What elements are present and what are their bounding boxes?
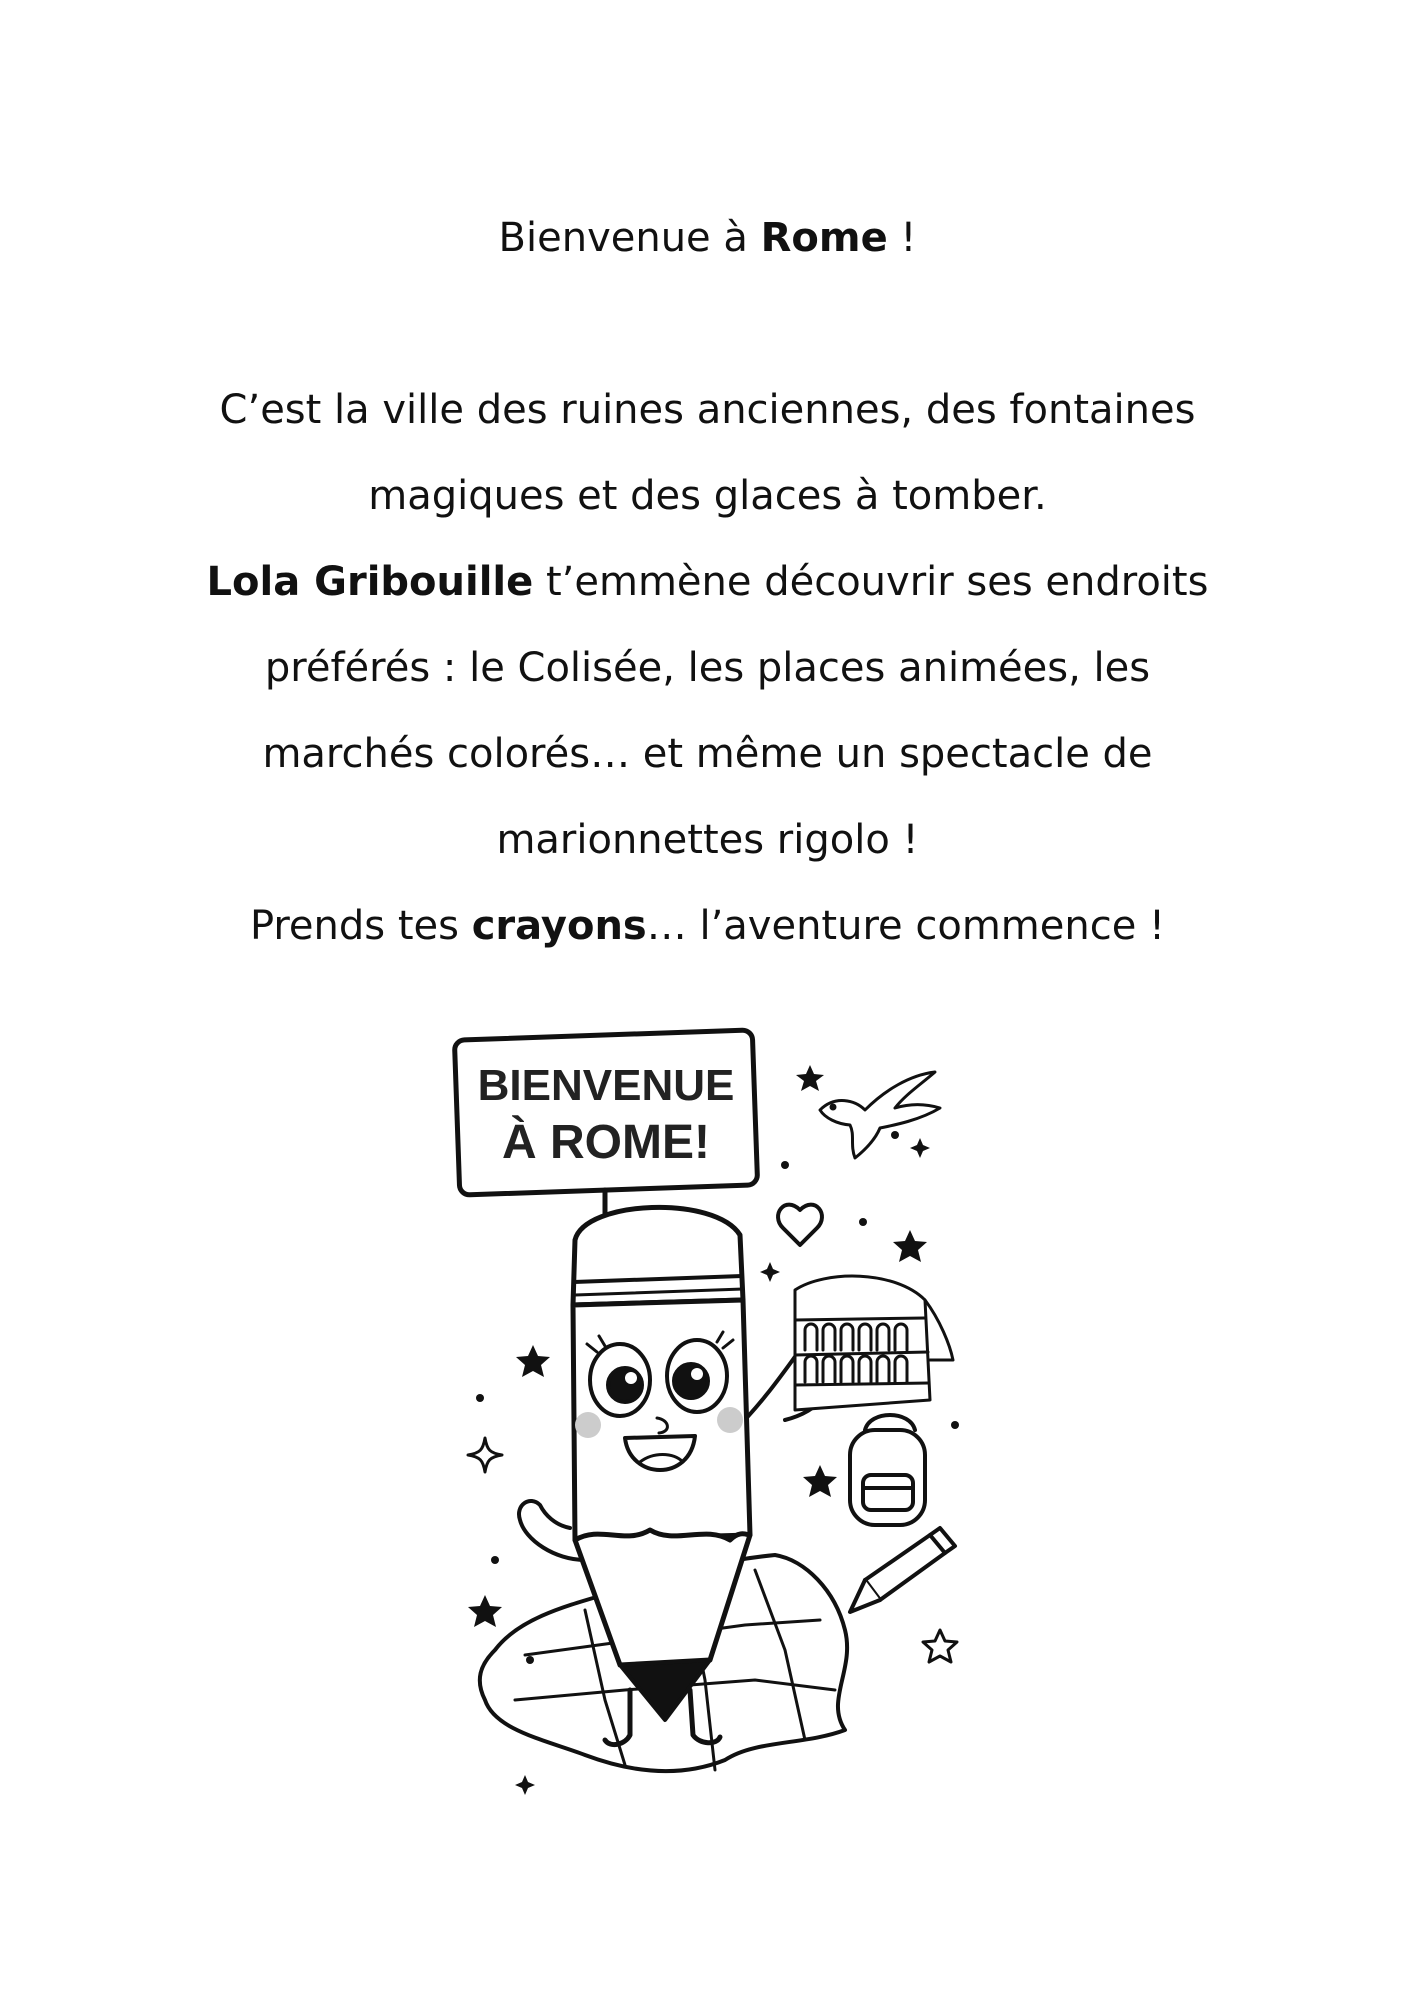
sign-line-1: BIENVENUE [477, 1061, 735, 1110]
outline-star-icon [923, 1630, 957, 1662]
title-exclamation: ! [887, 215, 917, 261]
paragraph-line-7-start: Prends tes [249, 903, 472, 949]
title-city: Rome [760, 215, 888, 261]
colosseum-icon [795, 1276, 953, 1410]
sign-line-2: À ROME! [502, 1116, 710, 1169]
sparkle-icon [468, 1438, 502, 1472]
paragraph-line-1: C’est la ville des ruines anciennes, des fontaines [219, 387, 1196, 433]
heart-icon [778, 1205, 822, 1245]
crayons-word: crayons [471, 903, 647, 949]
paragraph-line-5: marchés colorés… et même un spectacle de [262, 731, 1153, 777]
paragraph-line-7 [0, 883, 1415, 969]
paragraph-line-4: préférés : le Colisée, les places animées, les [264, 645, 1151, 691]
character-name: Lola Gribouille [206, 559, 534, 605]
paragraph-line-2: magiques et des glaces à tomber. [368, 473, 1047, 519]
welcome-sign [454, 1030, 757, 1232]
paragraph-line-6: marionnettes rigolo ! [496, 817, 919, 863]
paragraph-line-3-rest: t’emmène découvrir ses endroits [533, 559, 1209, 605]
coloring-illustration [425, 1000, 990, 1830]
title-text: Bienvenue à [498, 215, 761, 261]
paragraph-line-3 [0, 539, 1415, 625]
paragraph-line-7-end: … l’aventure commence ! [646, 903, 1166, 949]
backpack-icon [850, 1415, 925, 1525]
small-pencil-icon [850, 1528, 955, 1612]
page-title [0, 195, 1415, 281]
intro-paragraph [0, 367, 1415, 969]
